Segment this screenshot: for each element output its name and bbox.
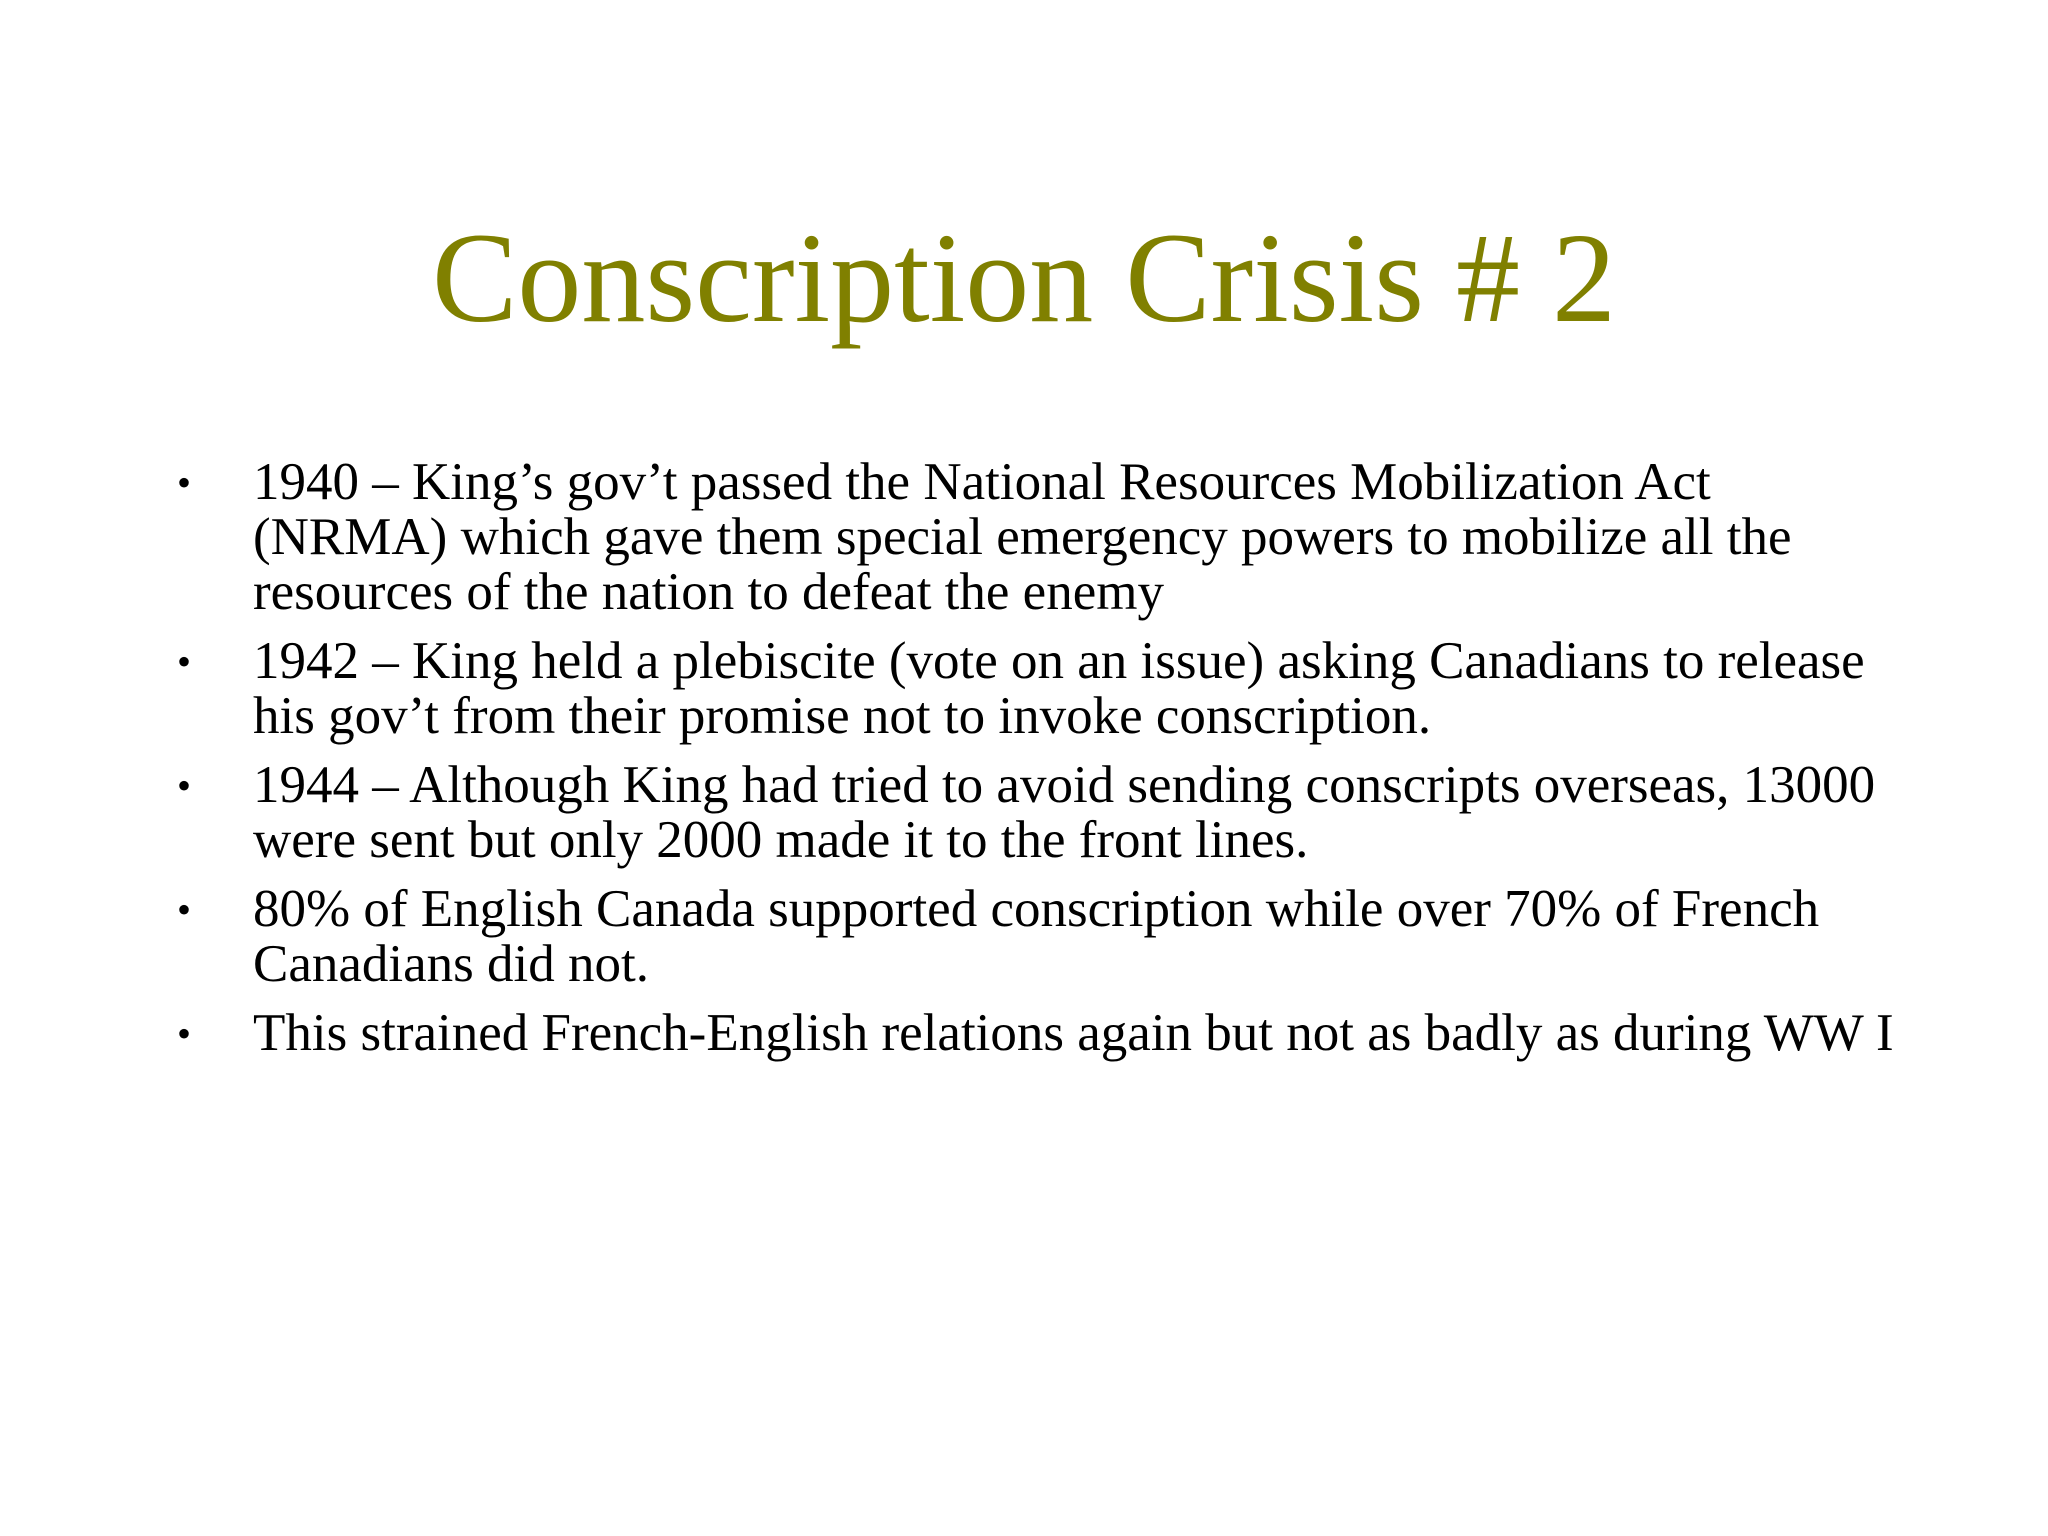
bullet-icon: • — [177, 763, 192, 808]
bullet-text: 80% of English Canada supported conscription while over 70% of French Canadians did not. — [253, 880, 1820, 993]
bullet-text: 1944 – Although King had tried to avoid sending conscripts overseas, 13000 were sent but only 2000 made it to the front lines. — [253, 756, 1876, 869]
bullet-icon: • — [177, 460, 192, 505]
bullet-icon: • — [177, 1011, 192, 1056]
bullet-item — [177, 758, 1897, 868]
bullet-icon: • — [177, 887, 192, 932]
bullet-item — [177, 455, 1897, 620]
bullet-item — [177, 1006, 1897, 1061]
bullet-text: 1940 – King’s gov’t passed the National Resources Mobilization Act (NRMA) which gave them special emergency powers to mobilize all the resources of the nation to defeat the enemy — [253, 453, 1792, 621]
bullet-text: This strained French-English relations again but not as badly as during WW I — [253, 1004, 1894, 1062]
slide-title: Conscription Crisis # 2 — [431, 207, 1617, 349]
bullet-item — [177, 882, 1897, 992]
bullet-list — [177, 455, 1897, 1075]
bullet-text: 1942 – King held a plebiscite (vote on an issue) asking Canadians to release his gov’t from their promise not to invoke conscription. — [253, 632, 1865, 745]
bullet-icon: • — [177, 639, 192, 684]
bullet-item — [177, 634, 1897, 744]
